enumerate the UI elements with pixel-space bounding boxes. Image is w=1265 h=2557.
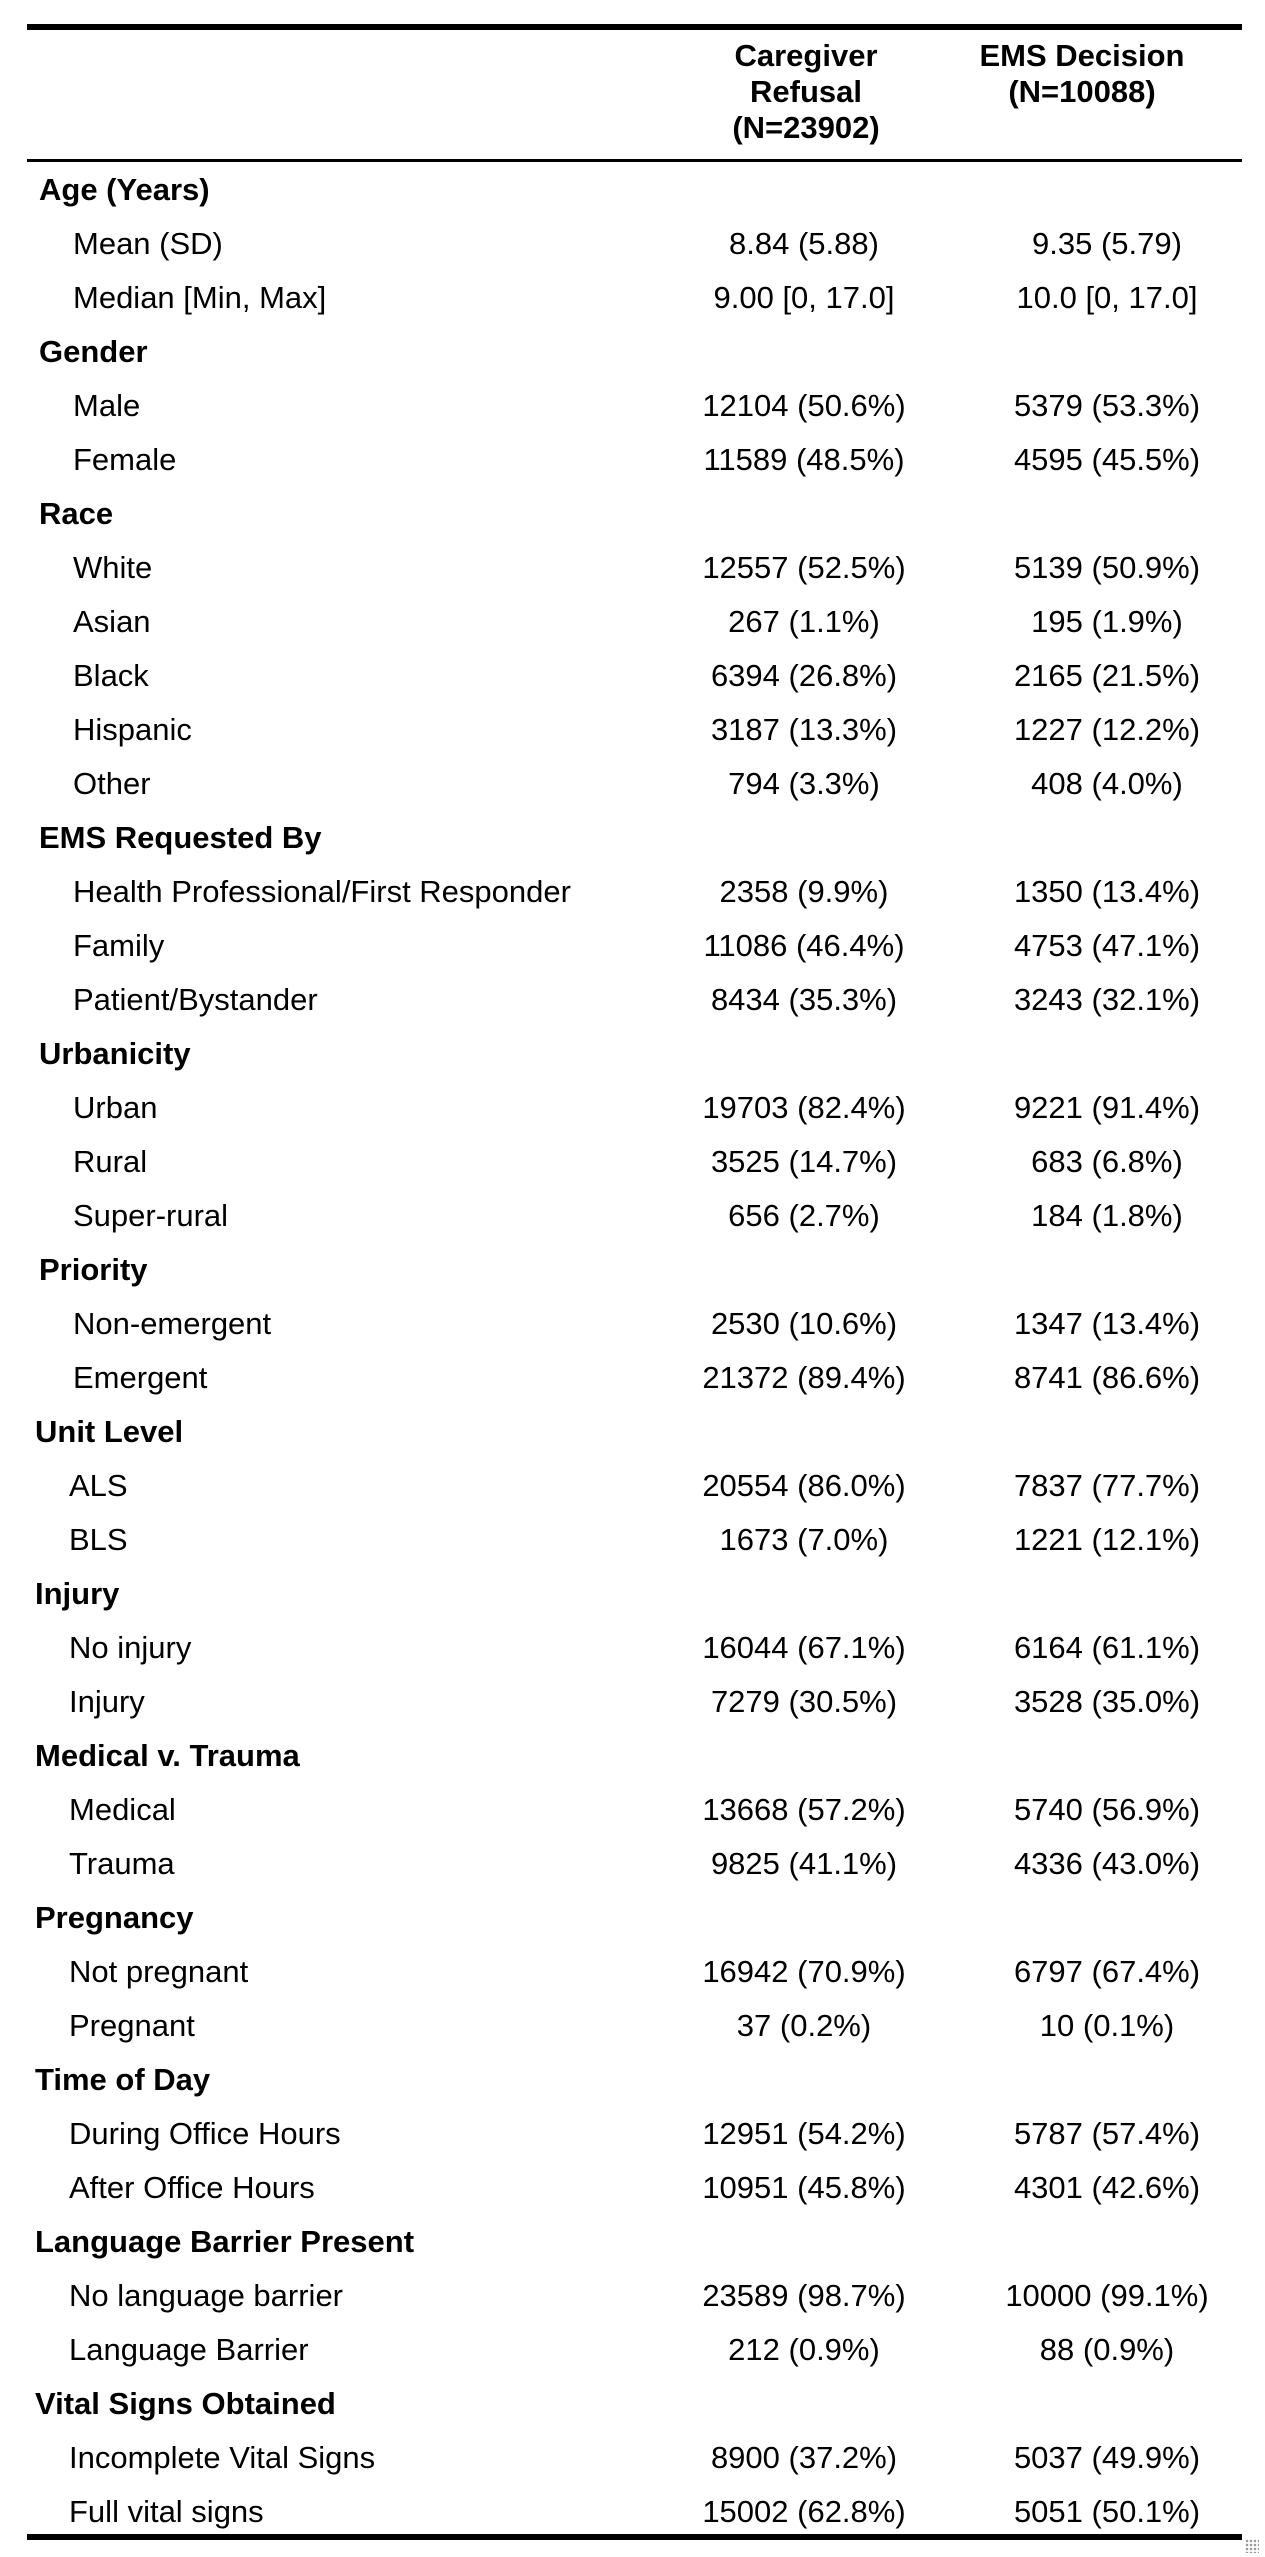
ems-decision-value: 10.0 [0, 17.0] <box>1016 280 1198 315</box>
ems-decision-value: 408 (4.0%) <box>1031 766 1183 801</box>
section-title: Vital Signs Obtained <box>35 2386 336 2421</box>
section-title: Time of Day <box>35 2062 211 2097</box>
caregiver-refusal-value: 656 (2.7%) <box>728 1198 880 1233</box>
row-label: ALS <box>69 1468 128 1503</box>
table-row <box>27 973 1242 1027</box>
table-row <box>27 1783 1242 1837</box>
column-header-line: (N=10088) <box>1008 74 1156 109</box>
section-title: Age (Years) <box>39 172 210 207</box>
ems-decision-value: 3243 (32.1%) <box>1013 982 1201 1017</box>
section-title: Language Barrier Present <box>35 2224 415 2259</box>
table-row <box>27 703 1242 757</box>
ems-decision-value: 4336 (43.0%) <box>1013 1846 1201 1881</box>
row-label: Other <box>73 766 151 801</box>
table-section-heading <box>27 163 1242 217</box>
table-row <box>27 1621 1242 1675</box>
header-rule <box>27 159 1242 162</box>
row-label: Female <box>73 442 177 477</box>
table-row <box>27 2269 1242 2323</box>
table-row <box>27 649 1242 703</box>
table-row <box>27 1675 1242 1729</box>
caregiver-refusal-value: 3187 (13.3%) <box>710 712 898 747</box>
table-row <box>27 2485 1242 2539</box>
table-section-heading <box>27 487 1242 541</box>
caregiver-refusal-value: 15002 (62.8%) <box>702 2494 906 2529</box>
table-section-heading <box>27 1027 1242 1081</box>
caregiver-refusal-value: 13668 (57.2%) <box>702 1792 906 1827</box>
caregiver-refusal-value: 16942 (70.9%) <box>702 1954 906 1989</box>
table-row <box>27 1081 1242 1135</box>
caregiver-refusal-value: 9825 (41.1%) <box>710 1846 898 1881</box>
table-row <box>27 1297 1242 1351</box>
section-title: Unit Level <box>35 1414 184 1449</box>
caregiver-refusal-value: 3525 (14.7%) <box>710 1144 898 1179</box>
table-section-heading <box>27 811 1242 865</box>
table-row <box>27 1513 1242 1567</box>
table-row <box>27 1189 1242 1243</box>
row-label: No language barrier <box>69 2278 344 2313</box>
caregiver-refusal-value: 11589 (48.5%) <box>703 442 905 477</box>
table-bottom-rule <box>27 2534 1242 2540</box>
row-label: Incomplete Vital Signs <box>69 2440 376 2475</box>
table-section-heading <box>27 2377 1242 2431</box>
table-row <box>27 1459 1242 1513</box>
column-header-line: (N=23902) <box>732 110 880 145</box>
table-row <box>27 379 1242 433</box>
ems-decision-value: 88 (0.9%) <box>1039 2332 1175 2367</box>
row-label: Trauma <box>69 1846 175 1881</box>
ems-decision-value: 5139 (50.9%) <box>1013 550 1201 585</box>
row-label: Pregnant <box>69 2008 195 2043</box>
caregiver-refusal-value: 8.84 (5.88) <box>729 226 879 261</box>
caregiver-refusal-value: 9.00 [0, 17.0] <box>713 280 895 315</box>
ems-decision-value: 195 (1.9%) <box>1031 604 1183 639</box>
ems-decision-value: 6797 (67.4%) <box>1013 1954 1201 1989</box>
column-header-line: Caregiver <box>734 38 878 73</box>
table-row <box>27 541 1242 595</box>
caregiver-refusal-value: 8900 (37.2%) <box>710 2440 898 2475</box>
section-title: Gender <box>39 334 148 369</box>
ems-decision-value: 1350 (13.4%) <box>1013 874 1201 909</box>
table-row <box>27 919 1242 973</box>
column-header-caregiver-refusal <box>676 38 936 146</box>
caregiver-refusal-value: 6394 (26.8%) <box>710 658 898 693</box>
table-section-heading <box>27 1729 1242 1783</box>
table-row <box>27 2161 1242 2215</box>
caregiver-refusal-value: 16044 (67.1%) <box>702 1630 906 1665</box>
ems-decision-value: 9.35 (5.79) <box>1032 226 1182 261</box>
row-label: Mean (SD) <box>73 226 223 261</box>
row-label: Patient/Bystander <box>73 982 318 1017</box>
row-label: Family <box>73 928 165 963</box>
caregiver-refusal-value: 10951 (45.8%) <box>702 2170 906 2205</box>
row-label: Medical <box>69 1792 176 1827</box>
caregiver-refusal-value: 212 (0.9%) <box>728 2332 880 2367</box>
caregiver-refusal-value: 20554 (86.0%) <box>702 1468 906 1503</box>
resize-grip-icon[interactable] <box>1245 2539 1259 2553</box>
caregiver-refusal-value: 267 (1.1%) <box>728 604 880 639</box>
row-label: Super-rural <box>73 1198 229 1233</box>
ems-decision-value: 5379 (53.3%) <box>1013 388 1201 423</box>
table-section-heading <box>27 2215 1242 2269</box>
ems-decision-value: 10000 (99.1%) <box>1005 2278 1209 2313</box>
table-row <box>27 865 1242 919</box>
ems-decision-value: 9221 (91.4%) <box>1013 1090 1201 1125</box>
section-title: EMS Requested By <box>39 820 322 855</box>
ems-decision-value: 1347 (13.4%) <box>1013 1306 1201 1341</box>
column-header-line: EMS Decision <box>979 38 1185 73</box>
caregiver-refusal-value: 12951 (54.2%) <box>702 2116 906 2151</box>
table-row <box>27 2323 1242 2377</box>
section-title: Injury <box>35 1576 120 1611</box>
row-label: Full vital signs <box>69 2494 264 2529</box>
ems-decision-value: 4301 (42.6%) <box>1013 2170 1201 2205</box>
table-row <box>27 1351 1242 1405</box>
caregiver-refusal-value: 23589 (98.7%) <box>702 2278 906 2313</box>
row-label: Black <box>73 658 149 693</box>
table-row <box>27 2107 1242 2161</box>
row-label: BLS <box>69 1522 128 1557</box>
table-row <box>27 1837 1242 1891</box>
ems-decision-value: 683 (6.8%) <box>1031 1144 1183 1179</box>
caregiver-refusal-value: 37 (0.2%) <box>736 2008 872 2043</box>
caregiver-refusal-value: 12104 (50.6%) <box>702 388 906 423</box>
row-label: White <box>73 550 153 585</box>
table-top-rule <box>27 24 1242 30</box>
ems-decision-value: 1221 (12.1%) <box>1013 1522 1201 1557</box>
table-section-heading <box>27 1243 1242 1297</box>
table-section-heading <box>27 1567 1242 1621</box>
table-section-heading <box>27 2053 1242 2107</box>
table-row <box>27 1945 1242 1999</box>
row-label: Health Professional/First Responder <box>73 874 571 909</box>
row-label: Hispanic <box>73 712 192 747</box>
ems-decision-value: 6164 (61.1%) <box>1013 1630 1201 1665</box>
caregiver-refusal-value: 7279 (30.5%) <box>710 1684 898 1719</box>
table-section-heading <box>27 1891 1242 1945</box>
ems-decision-value: 3528 (35.0%) <box>1013 1684 1201 1719</box>
section-title: Urbanicity <box>39 1036 191 1071</box>
column-header-line: Refusal <box>750 74 862 109</box>
table-row <box>27 2431 1242 2485</box>
ems-decision-value: 4753 (47.1%) <box>1013 928 1201 963</box>
ems-decision-value: 5051 (50.1%) <box>1013 2494 1201 2529</box>
section-title: Medical v. Trauma <box>35 1738 300 1773</box>
row-label: Urban <box>73 1090 158 1125</box>
caregiver-refusal-value: 1673 (7.0%) <box>719 1522 889 1557</box>
ems-decision-value: 2165 (21.5%) <box>1013 658 1201 693</box>
ems-decision-value: 5740 (56.9%) <box>1013 1792 1201 1827</box>
caregiver-refusal-value: 11086 (46.4%) <box>703 928 905 963</box>
ems-decision-value: 10 (0.1%) <box>1039 2008 1175 2043</box>
ems-decision-value: 4595 (45.5%) <box>1013 442 1201 477</box>
row-label: Not pregnant <box>69 1954 249 1989</box>
table-section-heading <box>27 325 1242 379</box>
table-row <box>27 1135 1242 1189</box>
row-label: After Office Hours <box>69 2170 315 2205</box>
row-label: Non-emergent <box>73 1306 272 1341</box>
row-label: Emergent <box>73 1360 208 1395</box>
caregiver-refusal-value: 8434 (35.3%) <box>710 982 898 1017</box>
ems-decision-value: 1227 (12.2%) <box>1013 712 1201 747</box>
caregiver-refusal-value: 19703 (82.4%) <box>702 1090 906 1125</box>
caregiver-refusal-value: 794 (3.3%) <box>728 766 880 801</box>
caregiver-refusal-value: 2530 (10.6%) <box>710 1306 898 1341</box>
ems-decision-value: 5037 (49.9%) <box>1013 2440 1201 2475</box>
table-row <box>27 271 1242 325</box>
caregiver-refusal-value: 21372 (89.4%) <box>702 1360 906 1395</box>
table-row <box>27 595 1242 649</box>
row-label: Median [Min, Max] <box>73 280 327 315</box>
caregiver-refusal-value: 2358 (9.9%) <box>719 874 889 909</box>
table-section-heading <box>27 1405 1242 1459</box>
column-header-ems-decision <box>952 38 1212 110</box>
table-row <box>27 433 1242 487</box>
row-label: Asian <box>73 604 151 639</box>
table-row <box>27 1999 1242 2053</box>
caregiver-refusal-value: 12557 (52.5%) <box>702 550 906 585</box>
row-label: During Office Hours <box>69 2116 341 2151</box>
ems-decision-value: 8741 (86.6%) <box>1013 1360 1201 1395</box>
table-row <box>27 217 1242 271</box>
row-label: No injury <box>69 1630 192 1665</box>
row-label: Rural <box>73 1144 148 1179</box>
ems-decision-value: 5787 (57.4%) <box>1013 2116 1201 2151</box>
table-row <box>27 757 1242 811</box>
row-label: Injury <box>69 1684 145 1719</box>
ems-decision-value: 184 (1.8%) <box>1031 1198 1183 1233</box>
row-label: Language Barrier <box>69 2332 309 2367</box>
row-label: Male <box>73 388 141 423</box>
section-title: Pregnancy <box>35 1900 194 1935</box>
section-title: Race <box>39 496 114 531</box>
ems-decision-value: 7837 (77.7%) <box>1013 1468 1201 1503</box>
section-title: Priority <box>39 1252 148 1287</box>
